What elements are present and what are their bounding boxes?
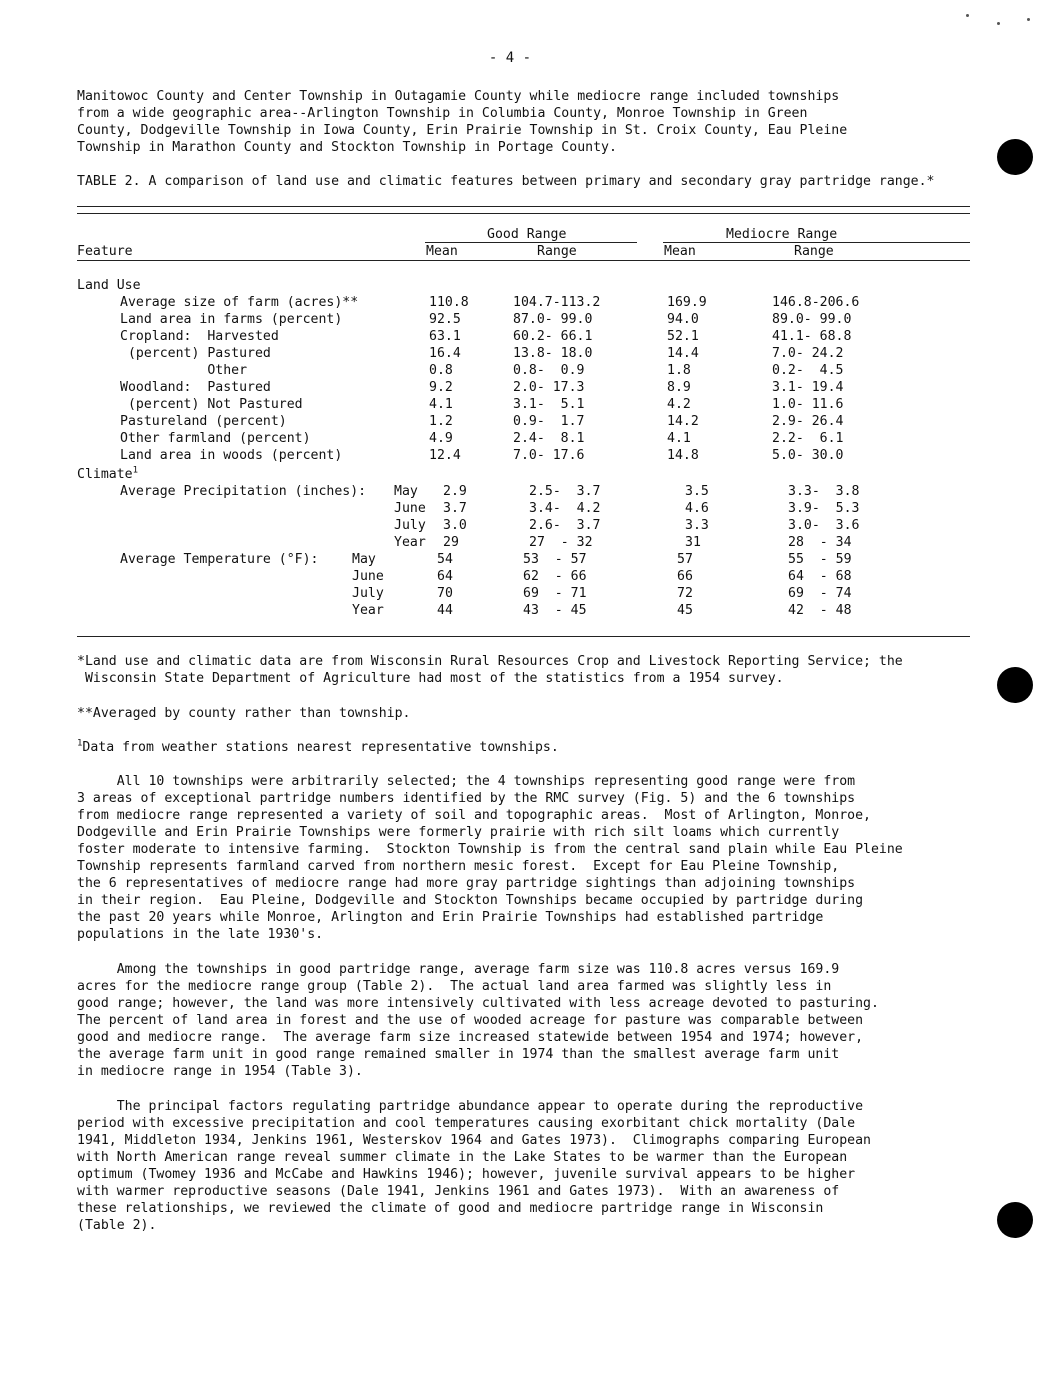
- text-line: these relationships, we reviewed the climate of good and mediocre partridge range in Wisconsin: [77, 1201, 824, 1216]
- mediocre-range-cell: 7.0- 24.2: [772, 346, 844, 361]
- good-range-cell: 3.1- 5.1: [513, 397, 585, 412]
- text-line: good range; however, the land was more intensively cultivated with less acreage devoted to pasturing.: [77, 996, 879, 1011]
- mediocre-range-cell: 89.0- 99.0: [772, 312, 852, 327]
- good-range-cell: 0.9- 1.7: [513, 414, 585, 429]
- scan-speck: [966, 14, 969, 17]
- text-line: good and mediocre range. The average farm size increased statewide between 1954 and 1974; however,: [77, 1030, 864, 1045]
- table-header-rule: [77, 260, 970, 261]
- climate-footnote-mark: 1: [132, 465, 138, 476]
- mediocre-mean-cell: 4.6: [685, 501, 709, 516]
- good-range-cell: 2.4- 8.1: [513, 431, 585, 446]
- good-mean-cell: 3.7: [443, 501, 467, 516]
- mediocre-mean-cell: 57: [677, 552, 693, 567]
- good-range-cell: 2.6- 3.7: [529, 518, 601, 533]
- good-range-cell: 13.8- 18.0: [513, 346, 593, 361]
- mediocre-mean-cell: 14.4: [667, 346, 699, 361]
- good-range-cell: 2.5- 3.7: [529, 484, 601, 499]
- text-line: with North American range reveal summer climate in the Lake States to be warmer than the European: [77, 1150, 848, 1165]
- table-caption: TABLE 2. A comparison of land use and climatic features between primary and secondary gray partridge range.*: [77, 174, 935, 189]
- mediocre-mean-cell: 4.1: [667, 431, 691, 446]
- month-cell: June: [352, 569, 384, 584]
- body-paragraph-3: [77, 1098, 977, 1234]
- text-line: Township in Marathon County and Stockton Township in Portage County.: [77, 140, 617, 155]
- mediocre-range-cell: 42 - 48: [788, 603, 852, 618]
- month-cell: May: [352, 552, 376, 567]
- text-line: The percent of land area in forest and the use of wooded acreage for pasture was comparable between: [77, 1013, 864, 1028]
- punch-hole: [997, 667, 1033, 703]
- row-label: Average size of farm (acres)**: [120, 295, 359, 310]
- good-range-cell: 0.8- 0.9: [513, 363, 585, 378]
- mediocre-mean-cell: 66: [677, 569, 693, 584]
- good-mean-cell: 1.2: [429, 414, 453, 429]
- footnote-one: [77, 739, 977, 756]
- good-range-cell: 53 - 57: [523, 552, 587, 567]
- row-label: Pastureland (percent): [120, 414, 287, 429]
- month-cell: July: [352, 586, 384, 601]
- mediocre-mean-cell: 72: [677, 586, 693, 601]
- mediocre-range-cell: 2.2- 6.1: [772, 431, 844, 446]
- text-line: Manitowoc County and Center Township in Outagamie County while mediocre range included townships: [77, 89, 840, 104]
- col-good-range: Range: [537, 244, 577, 259]
- good-range-cell: 2.0- 17.3: [513, 380, 585, 395]
- text-line: 3 areas of exceptional partridge numbers identified by the RMC survey (Fig. 5) and the 6 townships: [77, 791, 856, 806]
- good-range-cell: 87.0- 99.0: [513, 312, 593, 327]
- col-mediocre-mean: Mean: [664, 244, 696, 259]
- good-mean-cell: 2.9: [443, 484, 467, 499]
- mediocre-range-cell: 0.2- 4.5: [772, 363, 844, 378]
- text-line: from mediocre range represented a variety of soil and topographic areas. Most of Arlington, Monroe,: [77, 808, 871, 823]
- row-label: Land area in woods (percent): [120, 448, 343, 463]
- good-mean-cell: 3.0: [443, 518, 467, 533]
- group-good-range: Good Range: [487, 227, 567, 242]
- good-range-cell: 60.2- 66.1: [513, 329, 593, 344]
- text-line: from a wide geographic area--Arlington Township in Columbia County, Monroe Township in Green: [77, 106, 808, 121]
- row-label: Woodland: Pastured: [120, 380, 271, 395]
- row-label: Other farmland (percent): [120, 431, 311, 446]
- good-mean-cell: 12.4: [429, 448, 461, 463]
- good-mean-cell: 4.1: [429, 397, 453, 412]
- punch-hole: [997, 139, 1033, 175]
- good-range-cell: 104.7-113.2: [513, 295, 601, 310]
- good-mean-cell: 54: [437, 552, 453, 567]
- mediocre-range-cell: 146.8-206.6: [772, 295, 860, 310]
- mediocre-mean-cell: 94.0: [667, 312, 699, 327]
- good-mean-cell: 4.9: [429, 431, 453, 446]
- mediocre-mean-cell: 1.8: [667, 363, 691, 378]
- mediocre-range-cell: 41.1- 68.8: [772, 329, 852, 344]
- table-bottom-rule: [77, 636, 970, 637]
- mediocre-mean-cell: 31: [685, 535, 701, 550]
- good-range-cell: 43 - 45: [523, 603, 587, 618]
- footnote-line: *Land use and climatic data are from Wisconsin Rural Resources Crop and Livestock Reporting Service; the: [77, 654, 903, 669]
- good-mean-cell: 9.2: [429, 380, 453, 395]
- text-line: 1941, Middleton 1934, Jenkins 1961, Westerskov 1964 and Gates 1973). Climographs comparing European: [77, 1133, 871, 1148]
- good-mean-cell: 63.1: [429, 329, 461, 344]
- text-line: period with excessive precipitation and cool temperatures causing exorbitant chick mortality (Dale: [77, 1116, 856, 1131]
- text-line: populations in the late 1930's.: [77, 927, 324, 942]
- text-line: the 6 representatives of mediocre range had more gray partridge sightings than adjoining townships: [77, 876, 856, 891]
- text-line: the average farm unit in good range remained smaller in 1974 than the smallest average farm unit: [77, 1047, 840, 1062]
- scan-speck: [1027, 18, 1030, 21]
- mediocre-mean-cell: 14.8: [667, 448, 699, 463]
- mediocre-mean-cell: 3.5: [685, 484, 709, 499]
- table-top-rule: [77, 206, 970, 207]
- scan-speck: [997, 22, 1000, 25]
- body-paragraph-2: [77, 961, 977, 1080]
- mediocre-range-cell: 28 - 34: [788, 535, 852, 550]
- footnote-one-mark: 1: [77, 738, 83, 749]
- group-mediocre-range: Mediocre Range: [726, 227, 838, 242]
- mediocre-range-cell: 2.9- 26.4: [772, 414, 844, 429]
- footnote-double-star: **Averaged by county rather than township.: [77, 706, 411, 721]
- mediocre-mean-cell: 14.2: [667, 414, 699, 429]
- mediocre-mean-cell: 52.1: [667, 329, 699, 344]
- text-line: (Table 2).: [77, 1218, 157, 1233]
- row-label: (percent) Pastured: [120, 346, 271, 361]
- mediocre-mean-cell: 45: [677, 603, 693, 618]
- mediocre-range-cell: 3.3- 3.8: [788, 484, 860, 499]
- mediocre-mean-cell: 4.2: [667, 397, 691, 412]
- punch-hole: [997, 1202, 1033, 1238]
- good-range-cell: 3.4- 4.2: [529, 501, 601, 516]
- text-line: Among the townships in good partridge range, average farm size was 110.8 acres versus 169.9: [77, 962, 840, 977]
- month-cell: June: [394, 501, 426, 516]
- text-line: with warmer reproductive seasons (Dale 1941, Jenkins 1961 and Gates 1973). With an awareness of: [77, 1184, 840, 1199]
- row-label: Land area in farms (percent): [120, 312, 343, 327]
- mediocre-range-cell: 3.9- 5.3: [788, 501, 860, 516]
- good-mean-cell: 0.8: [429, 363, 453, 378]
- text-line: in mediocre range in 1954 (Table 3).: [77, 1064, 363, 1079]
- good-mean-cell: 29: [443, 535, 459, 550]
- footnote-line: Wisconsin State Department of Agriculture had most of the statistics from a 1954 survey.: [77, 671, 784, 686]
- good-mean-cell: 16.4: [429, 346, 461, 361]
- row-label: Other: [120, 363, 248, 378]
- mediocre-range-cell: 3.1- 19.4: [772, 380, 844, 395]
- mediocre-mean-cell: 169.9: [667, 295, 707, 310]
- text-line: optimum (Twomey 1936 and McCabe and Hawkins 1946); however, juvenile survival appears to be higher: [77, 1167, 856, 1182]
- page-number: - 4 -: [488, 50, 532, 66]
- mediocre-range-cell: 69 - 74: [788, 586, 852, 601]
- mediocre-range-cell: 5.0- 30.0: [772, 448, 844, 463]
- good-range-cell: 62 - 66: [523, 569, 587, 584]
- text-line: Dodgeville and Erin Prairie Townships were formerly prairie with rich silt loams which currently: [77, 825, 840, 840]
- text-line: All 10 townships were arbitrarily selected; the 4 townships representing good range were from: [77, 774, 856, 789]
- good-mean-cell: 110.8: [429, 295, 469, 310]
- text-line: County, Dodgeville Township in Iowa County, Erin Prairie Township in St. Croix County, Eau Pleine: [77, 123, 848, 138]
- month-cell: Year: [394, 535, 426, 550]
- text-line: in their region. Eau Pleine, Dodgeville and Stockton Townships became occupied by partridge during: [77, 893, 864, 908]
- mediocre-range-cell: 3.0- 3.6: [788, 518, 860, 533]
- mediocre-range-cell: 1.0- 11.6: [772, 397, 844, 412]
- col-good-mean: Mean: [426, 244, 458, 259]
- text-line: acres for the mediocre range group (Table 2). The actual land area farmed was slightly less in: [77, 979, 832, 994]
- section-climate: [77, 466, 138, 483]
- body-paragraph-1: [77, 773, 977, 943]
- month-cell: May: [394, 484, 418, 499]
- good-mean-cell: 70: [437, 586, 453, 601]
- month-cell: Year: [352, 603, 384, 618]
- good-range-cell: 69 - 71: [523, 586, 587, 601]
- row-label: Cropland: Harvested: [120, 329, 279, 344]
- mediocre-range-cell: 55 - 59: [788, 552, 852, 567]
- precip-label: Average Precipitation (inches):: [120, 484, 367, 499]
- good-mean-cell: 44: [437, 603, 453, 618]
- good-range-cell: 7.0- 17.6: [513, 448, 585, 463]
- table-top-rule-2: [77, 213, 970, 214]
- month-cell: July: [394, 518, 426, 533]
- good-range-cell: 27 - 32: [529, 535, 593, 550]
- intro-paragraph: [77, 88, 977, 156]
- text-line: The principal factors regulating partridge abundance appear to operate during the reproductive: [77, 1099, 864, 1114]
- good-mean-cell: 92.5: [429, 312, 461, 327]
- footnote-one-text: Data from weather stations nearest representative townships.: [82, 740, 559, 755]
- temp-label: Average Temperature (°F):: [120, 552, 319, 567]
- mediocre-range-cell: 64 - 68: [788, 569, 852, 584]
- text-line: foster moderate to intensive farming. Stockton Township is from the central sand plain while Eau Pleine: [77, 842, 903, 857]
- text-line: the past 20 years while Monroe, Arlington and Erin Prairie Townships had established partridge: [77, 910, 824, 925]
- col-mediocre-range: Range: [794, 244, 834, 259]
- col-feature: Feature: [77, 244, 133, 259]
- mediocre-mean-cell: 8.9: [667, 380, 691, 395]
- text-line: Township represents farmland carved from northern mesic forest. Except for Eau Pleine Township,: [77, 859, 840, 874]
- section-land-use: Land Use: [77, 278, 141, 293]
- section-climate-label: Climate: [77, 467, 133, 482]
- good-mean-cell: 64: [437, 569, 453, 584]
- footnote-star: [77, 653, 977, 687]
- mediocre-mean-cell: 3.3: [685, 518, 709, 533]
- row-label: (percent) Not Pastured: [120, 397, 303, 412]
